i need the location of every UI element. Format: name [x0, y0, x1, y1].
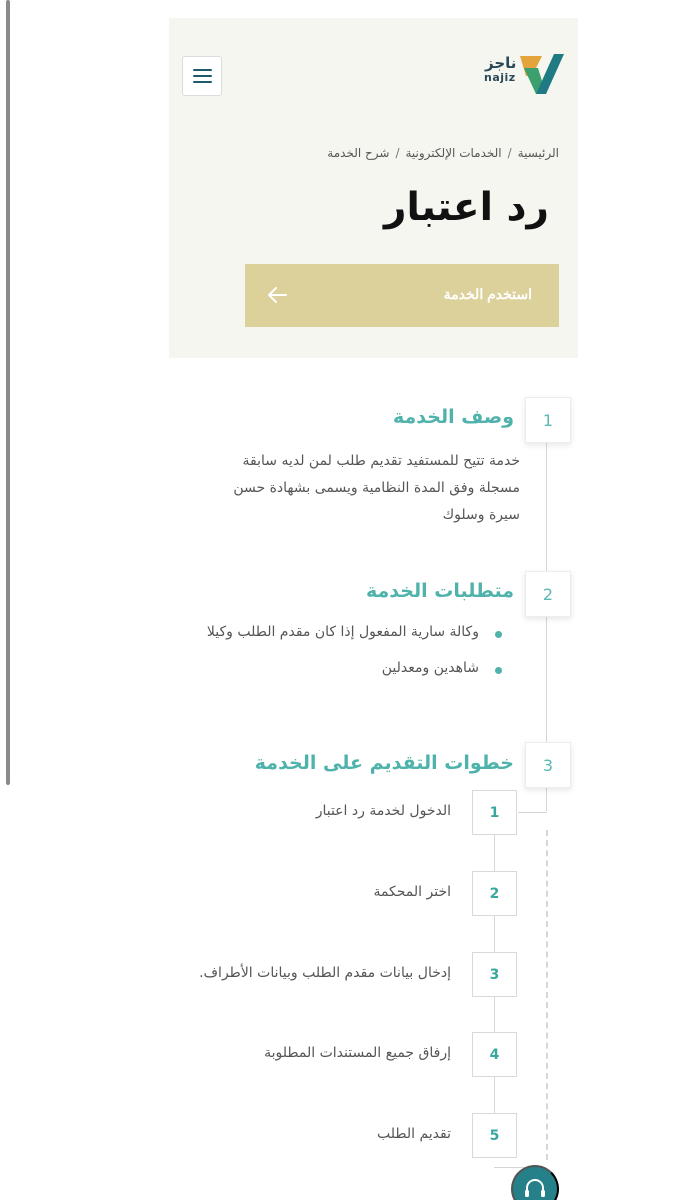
step-number: 5 — [472, 1113, 517, 1158]
step-number: 1 — [472, 790, 517, 835]
bullet-icon — [495, 667, 502, 674]
breadcrumb-current: شرح الخدمة — [327, 146, 390, 160]
use-service-label: استخدم الخدمة — [443, 286, 532, 302]
use-service-button[interactable] — [245, 264, 559, 327]
logo-text-ar: ناجز — [485, 54, 517, 72]
step-text: تقديم الطلب — [376, 1126, 451, 1142]
section-title-steps: خطوات التقديم على الخدمة — [254, 752, 514, 774]
section-number: 1 — [525, 397, 571, 443]
step-number: 2 — [472, 871, 517, 916]
section-title-requirements: متطلبات الخدمة — [366, 580, 514, 602]
service-description: خدمة تتيح للمستفيد تقديم طلب لمن لديه سابقة مسجلة وفق المدة النظامية ويسمى بشهادة حسن سيرة وسلوك — [233, 453, 520, 523]
support-button[interactable] — [511, 1165, 559, 1200]
breadcrumb-e-services[interactable]: الخدمات الإلكترونية — [405, 146, 502, 160]
step-number: 3 — [472, 952, 517, 997]
step-number: 4 — [472, 1032, 517, 1077]
hamburger-icon-line — [193, 75, 212, 77]
breadcrumb-separator: / — [507, 146, 512, 160]
hamburger-icon-line — [193, 81, 212, 83]
arrow-left-icon — [267, 286, 287, 304]
requirement-item: وكالة سارية المفعول إذا كان مقدم الطلب وكيلا — [206, 624, 479, 640]
step-text: الدخول لخدمة رد اعتبار — [315, 803, 451, 819]
requirement-item: شاهدين ومعدلين — [381, 660, 479, 676]
headset-icon — [522, 1176, 548, 1200]
breadcrumb — [300, 146, 559, 160]
bullet-icon — [495, 631, 502, 638]
scrollbar[interactable] — [6, 0, 10, 785]
step-text: اختر المحكمة — [373, 884, 451, 900]
breadcrumb-home[interactable]: الرئيسية — [517, 146, 559, 160]
section-number: 3 — [525, 742, 571, 788]
hamburger-icon — [193, 69, 212, 71]
timeline-dashed-line — [546, 830, 548, 1160]
step-text: إرفاق جميع المستندات المطلوبة — [264, 1045, 451, 1061]
logo-text-en: najiz — [484, 71, 516, 84]
section-title-description: وصف الخدمة — [392, 406, 514, 428]
menu-button[interactable] — [182, 56, 222, 96]
step-text: إدخال بيانات مقدم الطلب وبيانات الأطراف. — [199, 965, 451, 981]
section-number: 2 — [525, 571, 571, 617]
breadcrumb-separator: / — [395, 146, 400, 160]
page-title: رد اعتبار — [384, 185, 549, 230]
timeline-connector — [518, 812, 547, 813]
